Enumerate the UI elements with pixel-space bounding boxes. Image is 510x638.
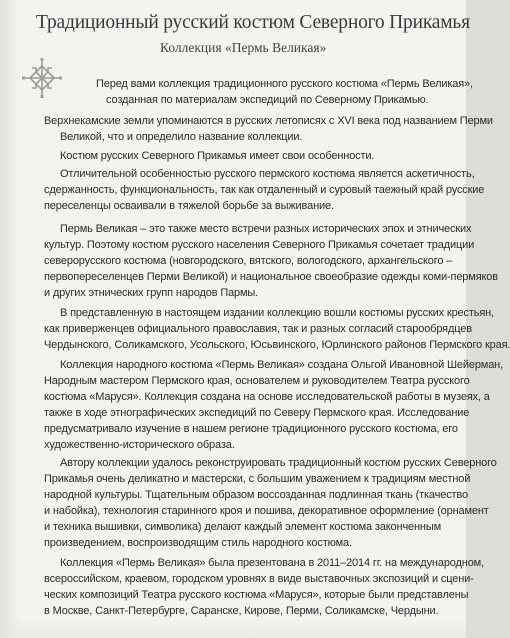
text-line: Отличительной особенностью русского пермского костюма является аскетичность, [60,168,475,180]
text-line: Чердынского, Соликамского, Усольского, Юсьвинского, Юрлинского районов Пермского края. [44,339,510,351]
text-line: Пермь Великая – это также место встречи разных исторических эпох и этнических [60,223,472,235]
text-line: Народным мастером Пермского края, основателем и руководителем Театра русского [44,375,470,387]
page-title: Традиционный русский костюм Северного Прикамья [36,12,470,33]
paragraph-reconstruction [44,455,497,551]
text-line: первопереселенцев Перми Великой) и национальное своеобразие одежды коми-пермяков [44,271,498,283]
text-line: как приверженцев официального православия, так и разных согласий старообрядцев [44,323,472,335]
folk-ornament-icon [20,56,64,100]
paragraph-presentation [44,555,484,619]
text-line: Прикамья очень деликатно и мастерски, с большим уважением к традициям местной [44,473,471,485]
text-line: северорусского костюма (новгородского, вятского, вологодского, архангельского – [44,255,453,267]
text-line: предусматривало изучение в нашем регионе традиционного русского костюма, его [44,423,458,435]
paragraph-intro [96,76,473,108]
page-subtitle: Коллекция «Пермь Великая» [160,40,327,55]
text-line: Коллекция «Пермь Великая» была презентована в 2011–2014 гг. на международном, [60,557,484,569]
text-line: культур. Поэтому костюм русского населения Северного Прикамья сочетает традиции [44,239,475,251]
text-line: Коллекция народного костюма «Пермь Великая» создана Ольгой Ивановной Шейерман, [60,359,504,371]
text-line: костюма «Маруся». Коллекция создана на основе исследовательской работы в музеях, а [44,391,490,403]
text-line: В представленную в настоящем издании коллекцию вошли костюмы русских крестьян, [60,307,494,319]
paragraph-cultures [44,221,498,301]
text-line: Костюм русских Северного Прикамья имеет свои особенности. [60,150,375,162]
paragraph-features [60,148,460,164]
paragraph-collection-scope [44,305,510,353]
paragraph-history [44,113,493,145]
text-line: Автору коллекции удалось реконструировать традиционный костюм русских Северного [60,457,497,469]
text-line: в Москве, Санкт-Петербурге, Саранске, Кирове, Перми, Соликамске, Чердыни. [44,605,439,617]
page-bottom-shadow [0,618,466,638]
paragraph-author [44,357,504,453]
text-line: сдержанность, функциональность, так как отдаленный и суровый таежный край русские [44,184,485,196]
paragraph-asceticism [44,166,485,214]
text-line: созданная по материалам экспедиций по Северному Прикамью. [106,94,429,106]
text-line: произведением, воспроизводящим стиль народного костюма. [44,537,352,549]
text-line: Великой, что и определило название коллекции. [60,131,303,143]
text-line: также в ходе этнографических экспедиций по Северу Пермского края. Исследование [44,407,470,419]
text-line: и техника вышивки, символика) делают каждый элемент костюма законченным [44,521,442,533]
text-line: и других этнических групп народов Пармы. [44,287,259,299]
text-line: всероссийском, краевом, городском уровнях в виде выставочных экспозиций и сцени- [44,573,474,585]
text-line: Перед вами коллекция традиционного русского костюма «Пермь Великая», [96,78,473,90]
text-line: переселенцы осваивали в тяжелой борьбе за выживание. [44,200,334,212]
text-line: ческих композиций Театра русского костюма «Маруся», которые были представлены [44,589,469,601]
text-line: художественно-исторического образа. [44,439,235,451]
text-line: и набойка), технология старинного кроя и пошива, декоративное оформление (орнамент [44,505,489,517]
text-line: народной культуры. Тщательным образом воссозданная подлинная ткань (ткачество [44,489,468,501]
text-line: Верхнекамские земли упоминаются в русских летописях с XVI века под названием Перми [44,115,493,127]
